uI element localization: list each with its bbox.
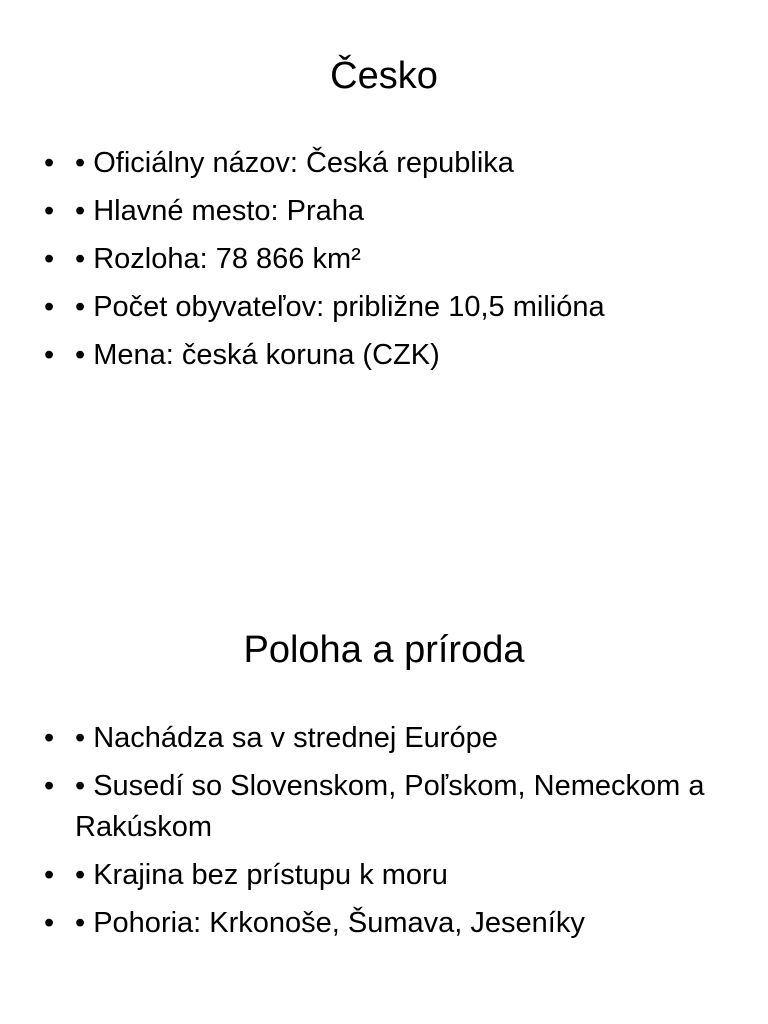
bullet-item-landlocked [44,855,724,896]
bullet-item-currency [44,335,724,376]
bullet-marker: • [44,722,55,754]
bullet-marker: • [44,243,55,275]
bullet-text: • Rozloha: 78 866 km² [75,243,361,275]
bullet-list [44,718,724,951]
bullet-text: • Počet obyvateľov: približne 10,5 milióna [75,291,605,323]
bullet-item-population [44,287,724,328]
bullet-marker: • [44,770,55,802]
bullet-item-area [44,239,724,280]
bullet-list [44,143,724,383]
bullet-marker: • [44,339,55,371]
slide-poloha-a-priroda [0,576,768,1024]
bullet-item-location [44,718,724,759]
bullet-item-capital [44,191,724,232]
bullet-marker: • [44,195,55,227]
bullet-item-neighbors [44,766,724,848]
slide-title: Česko [330,55,438,97]
bullet-text: • Nachádza sa v strednej Európe [75,722,498,754]
bullet-text: • Krajina bez prístupu k moru [75,859,448,891]
slide-title: Poloha a príroda [243,629,525,671]
bullet-marker: • [44,907,55,939]
bullet-item-official-name [44,143,724,184]
bullet-text: • Oficiálny názov: Česká republika [75,147,514,179]
bullet-text: • Susedí so Slovenskom, Poľskom, Nemeckom a Rakúskom [75,770,705,843]
bullet-marker: • [44,291,55,323]
bullet-text: • Hlavné mesto: Praha [75,195,365,227]
bullet-marker: • [44,859,55,891]
bullet-text: • Mena: česká koruna (CZK) [75,339,440,371]
bullet-text: • Pohoria: Krkonoše, Šumava, Jeseníky [75,907,585,939]
bullet-item-mountains [44,903,724,944]
bullet-marker: • [44,147,55,179]
